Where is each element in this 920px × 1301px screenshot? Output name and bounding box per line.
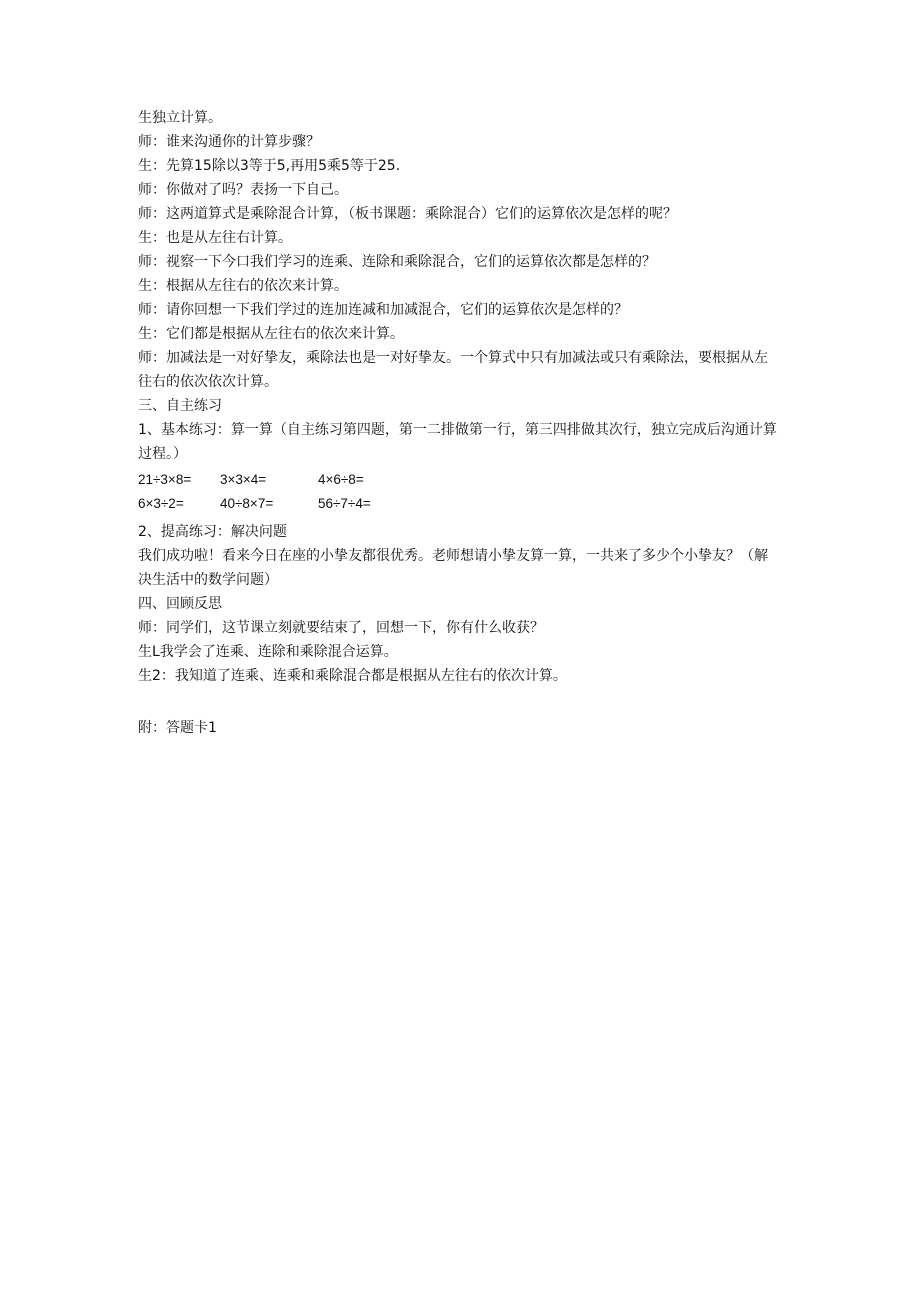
document-body	[138, 106, 788, 740]
equation: 40÷8×7=	[220, 496, 274, 511]
paragraph: 师：这两道算式是乘除混合计算，（板书课题：乘除混合）它们的运算依次是怎样的呢？	[138, 206, 677, 222]
paragraph: 2、提高练习：解决问题	[138, 524, 287, 540]
equation: 21÷3×8=	[138, 472, 192, 487]
equation: 3×3×4=	[220, 472, 267, 487]
spacer	[138, 688, 788, 716]
paragraph: 生独立计算。	[138, 110, 222, 126]
paragraph: 师：你做对了吗？表扬一下自己。	[138, 182, 348, 198]
paragraph: 师：视察一下今口我们学习的连乘、连除和乘除混合，它们的运算依次都是怎样的？	[138, 254, 656, 270]
paragraph: 师：加减法是一对好挚友，乘除法也是一对好挚友。一个算式中只有加减法或只有乘除法，要根据从左往右的依次依次计算。	[138, 350, 768, 390]
equation-row	[138, 468, 788, 492]
paragraph: 生：根据从左往右的依次来计算。	[138, 278, 348, 294]
appendix-label: 附：答题卡1	[138, 720, 217, 736]
paragraph: 生2：我知道了连乘、连乘和乘除混合都是根据从左往右的依次计算。	[138, 668, 567, 684]
paragraph: 师：谁来沟通你的计算步骤？	[138, 134, 320, 150]
paragraph: 生：也是从左往右计算。	[138, 230, 292, 246]
paragraph: 生：先算15除以3等于5,再用5乘5等于25.	[138, 158, 401, 174]
equation: 56÷7÷4=	[318, 496, 371, 511]
paragraph: 师：请你回想一下我们学过的连加连减和加减混合，它们的运算依次是怎样的？	[138, 302, 628, 318]
equation-row	[138, 492, 788, 516]
paragraph: 生：它们都是根据从左往右的依次来计算。	[138, 326, 404, 342]
paragraph: 1、基本练习：算一算（自主练习第四题，第一二排做第一行，第三四排做其次行，独立完成后沟通计算过程。）	[138, 422, 777, 462]
equation: 4×6÷8=	[318, 472, 364, 487]
equation: 6×3÷2=	[138, 496, 184, 511]
section-heading: 四、回顾反思	[138, 596, 222, 612]
section-heading: 三、自主练习	[138, 398, 222, 414]
paragraph: 我们成功啦！看来今日在座的小挚友都很优秀。老师想请小挚友算一算，一共来了多少个小挚友？（解决生活中的数学问题）	[138, 548, 768, 588]
equation-block	[138, 468, 788, 516]
paragraph: 师：同学们，这节课立刻就要结束了，回想一下，你有什么收获？	[138, 620, 544, 636]
paragraph: 生L我学会了连乘、连除和乘除混合运算。	[138, 644, 398, 660]
